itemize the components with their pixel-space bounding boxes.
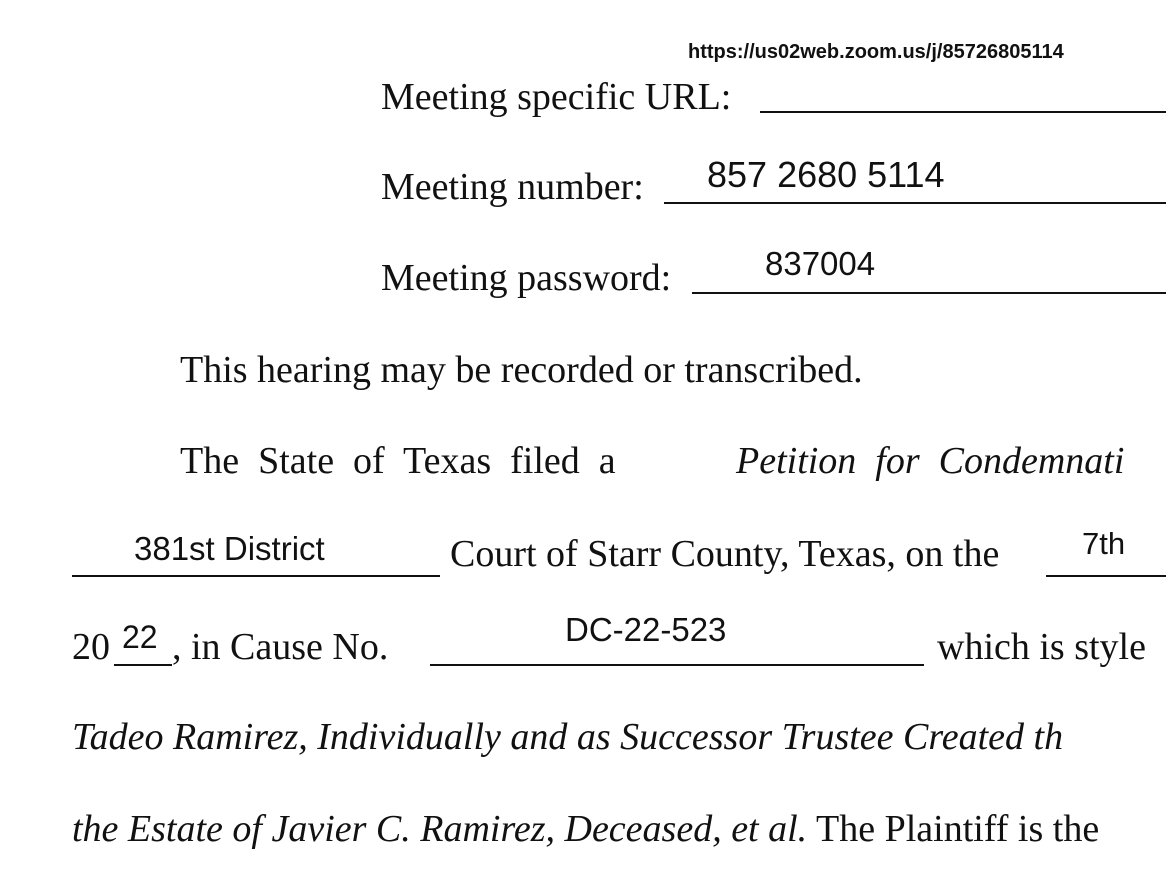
petition-intro: The State of Texas filed a — [180, 440, 616, 482]
cause-text: , in Cause No. — [172, 626, 389, 668]
plaintiff-text: The Plaintiff is the — [807, 808, 1109, 850]
day-value: 7th — [1082, 526, 1126, 561]
meeting-password-value: 837004 — [765, 245, 876, 282]
cause-trailing: which is style — [937, 626, 1146, 668]
meeting-password-underline — [692, 292, 1166, 294]
recorded-notice: This hearing may be recorded or transcribed. — [180, 349, 863, 391]
meeting-url-underline — [760, 111, 1166, 113]
meeting-number-underline — [664, 202, 1166, 204]
year-underline — [114, 664, 172, 666]
meeting-number-value: 857 2680 5114 — [707, 154, 945, 195]
petition-title: Petition for Condemnati — [736, 440, 1125, 482]
cause-number-value: DC-22-523 — [565, 611, 727, 648]
day-underline — [1046, 575, 1166, 577]
cause-underline — [430, 664, 924, 666]
case-style-line-1: Tadeo Ramirez, Individually and as Successor Trustee Created th — [72, 716, 1064, 758]
meeting-number-label: Meeting number: — [381, 166, 644, 208]
year-prefix: 20 — [72, 626, 110, 668]
court-underline — [72, 575, 440, 577]
case-style-italic: the Estate of Javier C. Ramirez, Deceased, et al. — [72, 808, 808, 850]
meeting-url-label: Meeting specific URL: — [381, 76, 732, 118]
case-style-line-2 — [72, 810, 1109, 848]
year-value: 22 — [122, 619, 158, 655]
meeting-password-label: Meeting password: — [381, 257, 672, 299]
court-text: Court of Starr County, Texas, on the — [450, 533, 1000, 575]
court-value: 381st District — [134, 530, 325, 567]
meeting-url-value: https://us02web.zoom.us/j/85726805114 — [688, 41, 1064, 63]
